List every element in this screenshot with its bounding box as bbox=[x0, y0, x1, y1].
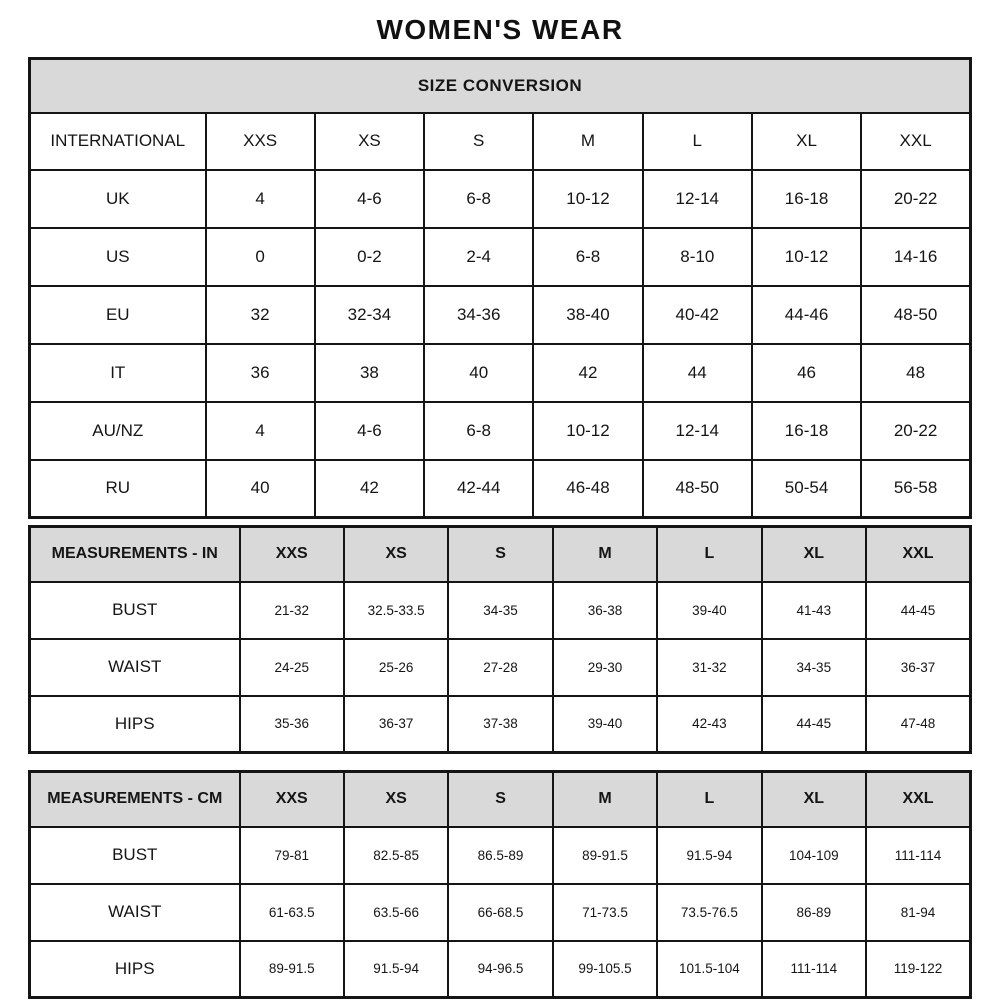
table-cell: 66-68.5 bbox=[448, 884, 552, 941]
table-cell: 24-25 bbox=[240, 639, 344, 696]
size-column-header: XL bbox=[762, 527, 866, 582]
table-cell: 32.5-33.5 bbox=[344, 582, 448, 639]
table-cell: 20-22 bbox=[861, 170, 970, 228]
table-cell: 4-6 bbox=[315, 402, 424, 460]
header-row bbox=[30, 772, 971, 827]
table-cell: 44-45 bbox=[866, 582, 970, 639]
table-cell: 16-18 bbox=[752, 402, 861, 460]
table-cell: 12-14 bbox=[643, 402, 752, 460]
size-column-header: S bbox=[448, 527, 552, 582]
table-cell: 63.5-66 bbox=[344, 884, 448, 941]
size-column-header: XXS bbox=[240, 527, 344, 582]
table-cell: 37-38 bbox=[448, 696, 552, 753]
table-cell: 10-12 bbox=[533, 402, 642, 460]
table-cell: 6-8 bbox=[424, 402, 533, 460]
table-cell: 40-42 bbox=[643, 286, 752, 344]
table-cell: 0-2 bbox=[315, 228, 424, 286]
table-label-header: INTERNATIONAL bbox=[30, 113, 206, 170]
table-cell: 48-50 bbox=[643, 460, 752, 518]
size-column-header: M bbox=[553, 527, 657, 582]
table-cell: 2-4 bbox=[424, 228, 533, 286]
table-cell: 21-32 bbox=[240, 582, 344, 639]
table-row bbox=[30, 170, 971, 228]
table-cell: 91.5-94 bbox=[657, 827, 761, 884]
table-cell: 94-96.5 bbox=[448, 941, 552, 998]
table-cell: 38-40 bbox=[533, 286, 642, 344]
table-cell: 44-46 bbox=[752, 286, 861, 344]
table-row bbox=[30, 696, 971, 753]
row-label: WAIST bbox=[30, 884, 240, 941]
table-row bbox=[30, 941, 971, 998]
table-cell: 31-32 bbox=[657, 639, 761, 696]
table-cell: 47-48 bbox=[866, 696, 970, 753]
table-cell: 40 bbox=[206, 460, 315, 518]
table-cell: 111-114 bbox=[762, 941, 866, 998]
table-cell: 86.5-89 bbox=[448, 827, 552, 884]
table-row bbox=[30, 582, 971, 639]
table-cell: 56-58 bbox=[861, 460, 970, 518]
table-cell: 4 bbox=[206, 170, 315, 228]
table-cell: 101.5-104 bbox=[657, 941, 761, 998]
table-cell: 71-73.5 bbox=[553, 884, 657, 941]
table-cell: 86-89 bbox=[762, 884, 866, 941]
table-cell: 104-109 bbox=[762, 827, 866, 884]
page-title: WOMEN'S WEAR bbox=[376, 14, 624, 45]
row-label: BUST bbox=[30, 582, 240, 639]
table-cell: 82.5-85 bbox=[344, 827, 448, 884]
size-column-header: XXS bbox=[206, 113, 315, 170]
row-label: EU bbox=[30, 286, 206, 344]
size-column-header: L bbox=[643, 113, 752, 170]
size-column-header: L bbox=[657, 527, 761, 582]
table-cell: 73.5-76.5 bbox=[657, 884, 761, 941]
measurements-cm-table bbox=[28, 770, 972, 999]
table-row bbox=[30, 827, 971, 884]
measurements-in-table bbox=[28, 525, 972, 754]
table-cell: 44-45 bbox=[762, 696, 866, 753]
row-label: UK bbox=[30, 170, 206, 228]
table-cell: 42-44 bbox=[424, 460, 533, 518]
table-label-header: MEASUREMENTS - CM bbox=[30, 772, 240, 827]
table-label-header: MEASUREMENTS - IN bbox=[30, 527, 240, 582]
table-cell: 10-12 bbox=[752, 228, 861, 286]
table-cell: 81-94 bbox=[866, 884, 970, 941]
table-cell: 39-40 bbox=[657, 582, 761, 639]
size-column-header: XL bbox=[752, 113, 861, 170]
table-cell: 36-38 bbox=[553, 582, 657, 639]
table-row bbox=[30, 286, 971, 344]
row-label: RU bbox=[30, 460, 206, 518]
table-cell: 29-30 bbox=[553, 639, 657, 696]
table-cell: 48-50 bbox=[861, 286, 970, 344]
row-label: IT bbox=[30, 344, 206, 402]
table-cell: 44 bbox=[643, 344, 752, 402]
table-cell: 99-105.5 bbox=[553, 941, 657, 998]
table-cell: 111-114 bbox=[866, 827, 970, 884]
table-cell: 6-8 bbox=[533, 228, 642, 286]
table-cell: 79-81 bbox=[240, 827, 344, 884]
table-cell: 42 bbox=[315, 460, 424, 518]
table-row bbox=[30, 402, 971, 460]
table-cell: 32-34 bbox=[315, 286, 424, 344]
size-column-header: XL bbox=[762, 772, 866, 827]
size-column-header: XXL bbox=[861, 113, 970, 170]
header-row bbox=[30, 113, 971, 170]
row-label: US bbox=[30, 228, 206, 286]
table-cell: 10-12 bbox=[533, 170, 642, 228]
table-cell: 40 bbox=[424, 344, 533, 402]
table-cell: 34-35 bbox=[448, 582, 552, 639]
table-cell: 8-10 bbox=[643, 228, 752, 286]
size-column-header: L bbox=[657, 772, 761, 827]
table-row bbox=[30, 228, 971, 286]
table-cell: 36-37 bbox=[344, 696, 448, 753]
table-cell: 89-91.5 bbox=[240, 941, 344, 998]
size-column-header: XS bbox=[315, 113, 424, 170]
table-cell: 25-26 bbox=[344, 639, 448, 696]
size-column-header: XXL bbox=[866, 772, 970, 827]
table-cell: 91.5-94 bbox=[344, 941, 448, 998]
table-cell: 42 bbox=[533, 344, 642, 402]
table-cell: 32 bbox=[206, 286, 315, 344]
table-cell: 16-18 bbox=[752, 170, 861, 228]
table-cell: 4-6 bbox=[315, 170, 424, 228]
table-banner-row bbox=[30, 59, 971, 113]
table-cell: 50-54 bbox=[752, 460, 861, 518]
table-cell: 6-8 bbox=[424, 170, 533, 228]
table-cell: 89-91.5 bbox=[553, 827, 657, 884]
table-row bbox=[30, 344, 971, 402]
table-cell: 4 bbox=[206, 402, 315, 460]
table-cell: 20-22 bbox=[861, 402, 970, 460]
table-row bbox=[30, 884, 971, 941]
size-column-header: M bbox=[553, 772, 657, 827]
row-label: HIPS bbox=[30, 941, 240, 998]
size-column-header: XS bbox=[344, 527, 448, 582]
table-cell: 39-40 bbox=[553, 696, 657, 753]
table-cell: 14-16 bbox=[861, 228, 970, 286]
table-cell: 119-122 bbox=[866, 941, 970, 998]
table-cell: 12-14 bbox=[643, 170, 752, 228]
size-column-header: M bbox=[533, 113, 642, 170]
table-cell: 34-36 bbox=[424, 286, 533, 344]
row-label: AU/NZ bbox=[30, 402, 206, 460]
table-cell: 34-35 bbox=[762, 639, 866, 696]
row-label: HIPS bbox=[30, 696, 240, 753]
table-cell: 0 bbox=[206, 228, 315, 286]
table-row bbox=[30, 639, 971, 696]
table-cell: 41-43 bbox=[762, 582, 866, 639]
size-column-header: XXS bbox=[240, 772, 344, 827]
size-column-header: XXL bbox=[866, 527, 970, 582]
table-cell: 61-63.5 bbox=[240, 884, 344, 941]
size-conversion-table bbox=[28, 57, 972, 519]
size-column-header: S bbox=[448, 772, 552, 827]
table-cell: 48 bbox=[861, 344, 970, 402]
table-row bbox=[30, 460, 971, 518]
table-cell: 27-28 bbox=[448, 639, 552, 696]
row-label: WAIST bbox=[30, 639, 240, 696]
table-cell: 38 bbox=[315, 344, 424, 402]
table-cell: 46 bbox=[752, 344, 861, 402]
table-cell: 36 bbox=[206, 344, 315, 402]
table-cell: 36-37 bbox=[866, 639, 970, 696]
table-cell: 35-36 bbox=[240, 696, 344, 753]
table-cell: 42-43 bbox=[657, 696, 761, 753]
table-title: SIZE CONVERSION bbox=[30, 59, 971, 113]
size-column-header: S bbox=[424, 113, 533, 170]
size-column-header: XS bbox=[344, 772, 448, 827]
header-row bbox=[30, 527, 971, 582]
row-label: BUST bbox=[30, 827, 240, 884]
table-cell: 46-48 bbox=[533, 460, 642, 518]
